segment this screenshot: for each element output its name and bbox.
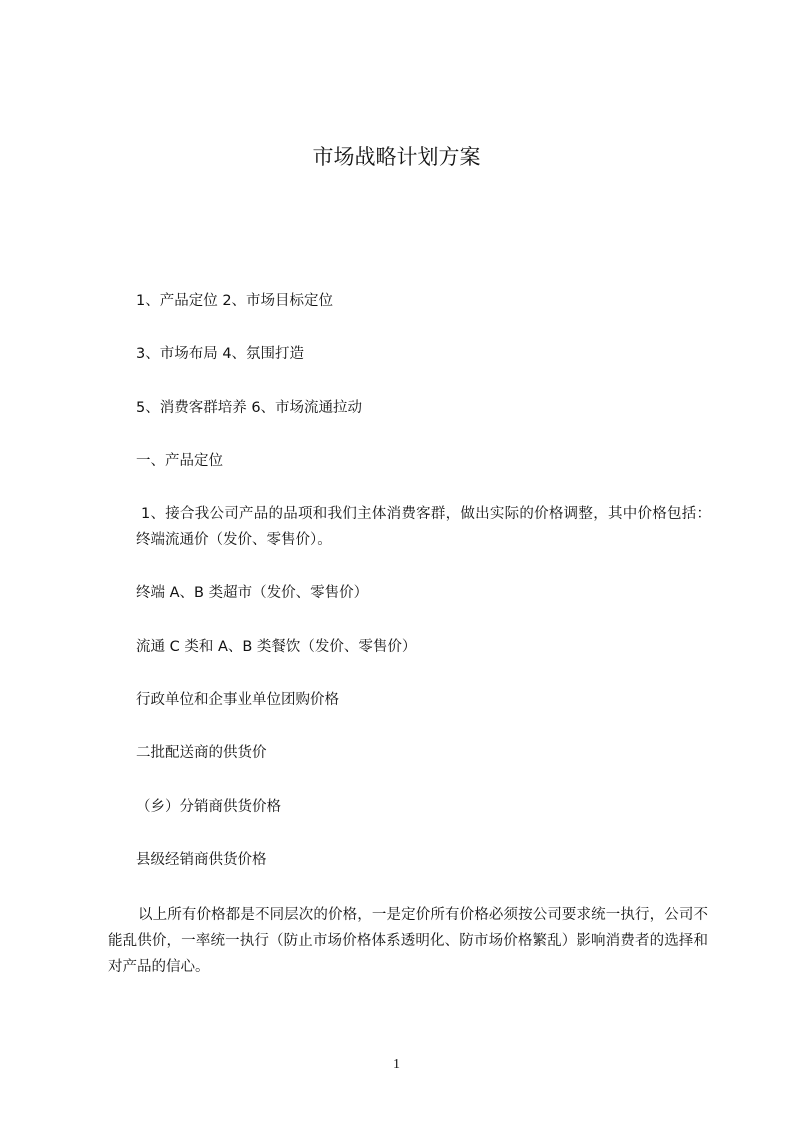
price-item: 流通 C 类和 A、B 类餐饮（发价、零售价） xyxy=(136,639,417,655)
document-title: 市场战略计划方案 xyxy=(312,145,481,169)
section-paragraph: 1、接合我公司产品的品项和我们主体消费客群，做出实际的价格调整，其中价格包括：终端流通价（发价、零售价）。 xyxy=(136,506,711,548)
outline-line-1: 1、产品定位 2、市场目标定位 xyxy=(136,293,334,309)
outline-line-3: 5、消费客群培养 6、市场流通拉动 xyxy=(136,400,363,416)
price-item: 行政单位和企事业单位团购价格 xyxy=(136,692,339,708)
closing-paragraph: 以上所有价格都是不同层次的价格，一是定价所有价格必须按公司要求统一执行，公司不能乱供价，一率统一执行（防止市场价格体系透明化、防市场价格繁乱）影响消费者的选择和对产品的信心。 xyxy=(108,907,708,975)
section-heading: 一、产品定位 xyxy=(136,453,223,469)
price-item: （乡）分销商供货价格 xyxy=(136,799,281,815)
page-number: 1 xyxy=(393,1057,400,1072)
price-item: 终端 A、B 类超市（发价、零售价） xyxy=(136,585,369,601)
outline-line-2: 3、市场布局 4、氛围打造 xyxy=(136,346,305,362)
price-item: 二批配送商的供货价 xyxy=(136,745,267,761)
price-item: 县级经销商供货价格 xyxy=(136,852,267,868)
